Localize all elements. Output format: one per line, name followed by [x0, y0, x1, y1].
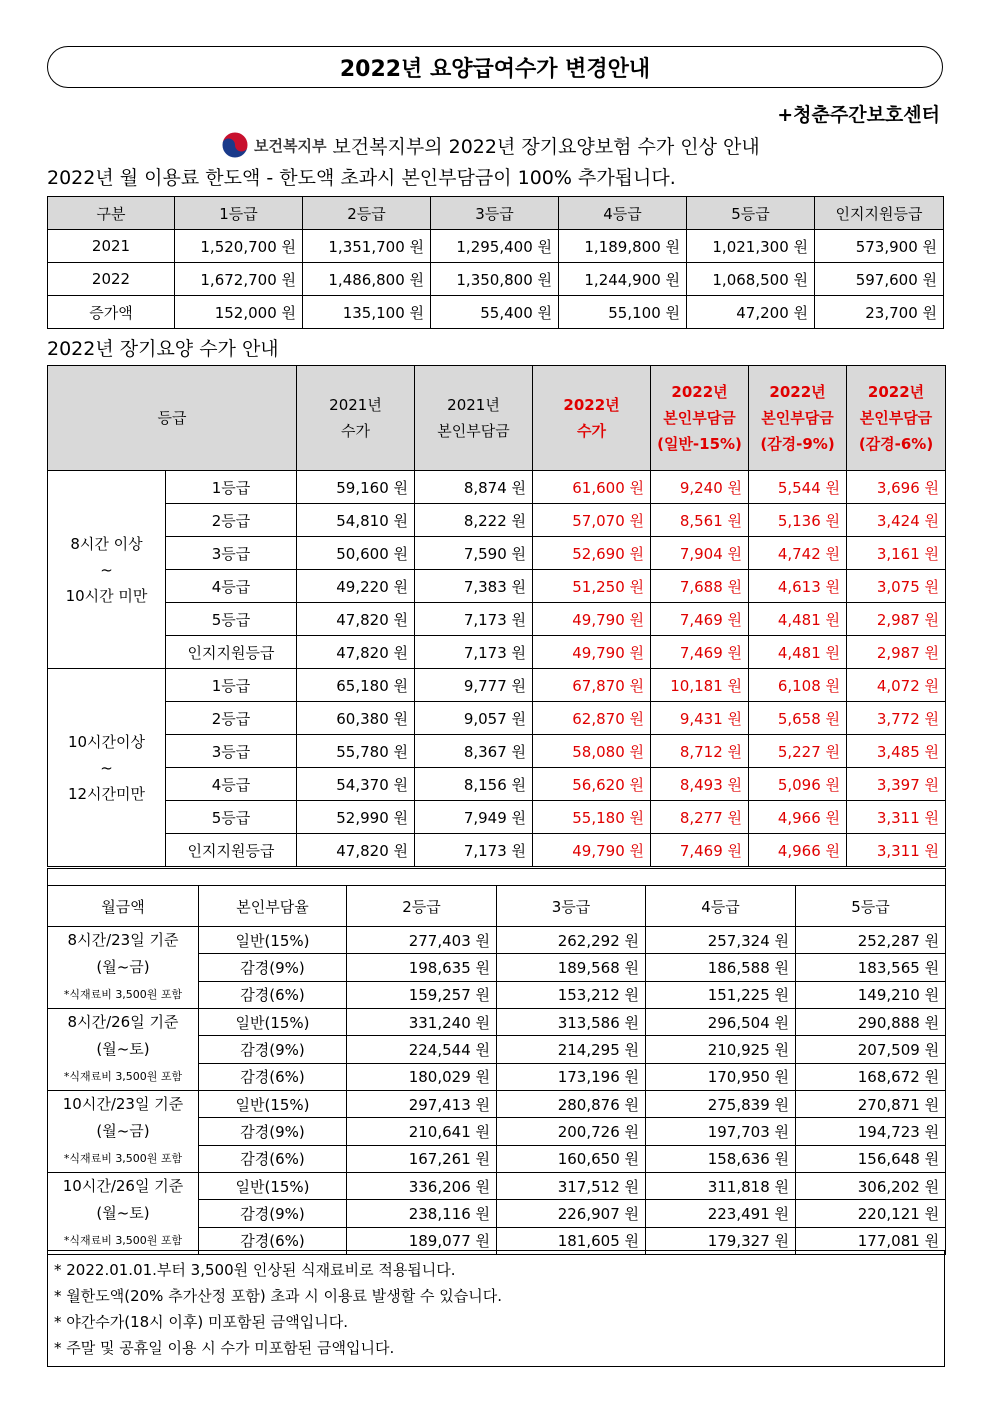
- monthly-value-cell: 180,029 원: [347, 1063, 497, 1090]
- fee-value-cell: 2,987 원: [847, 603, 946, 636]
- monthly-value-cell: 226,907 원: [497, 1200, 646, 1227]
- monthly-group-label-line: 8시간/23일 기준: [67, 931, 179, 949]
- fee-value-cell: 54,810 원: [297, 504, 415, 537]
- fee-value-cell: 57,070 원: [533, 504, 651, 537]
- fee-row: [48, 834, 946, 867]
- meal-cost-note: *식재료비 3,500원 포함: [63, 988, 183, 1001]
- fee-value-cell: 8,712 원: [651, 735, 749, 768]
- fee-grade-cell: 인지지원등급: [166, 636, 297, 669]
- limit-header-cell: 5등급: [687, 197, 815, 230]
- limit-cell: 1,520,700 원: [175, 230, 303, 263]
- fee-grade-cell: 3등급: [166, 537, 297, 570]
- copay-rate-cell: 감경(6%): [199, 1063, 347, 1090]
- fee-value-cell: 8,277 원: [651, 801, 749, 834]
- monthly-value-cell: 183,565 원: [796, 954, 946, 981]
- monthly-header-cell: 본인부담율: [199, 886, 347, 927]
- fee-header-h2022_general-line: 본인부담금: [663, 409, 736, 427]
- fee-value-cell: 3,485 원: [847, 735, 946, 768]
- fee-group-label-line: 10시간 미만: [65, 586, 148, 605]
- limit-header-cell: 구분: [48, 197, 175, 230]
- fee-row: [48, 801, 946, 834]
- monthly-value-cell: 167,261 원: [347, 1145, 497, 1172]
- fee-value-cell: 62,870 원: [533, 702, 651, 735]
- monthly-value-cell: 262,292 원: [497, 927, 646, 954]
- fee-value-cell: 4,966 원: [749, 834, 847, 867]
- fee-value-cell: 2,987 원: [847, 636, 946, 669]
- monthly-group-label-line: 8시간/26일 기준: [67, 1013, 179, 1031]
- fee-header-h2022_fee-line: 수가: [577, 422, 606, 440]
- copay-rate-cell: 감경(6%): [199, 1145, 347, 1172]
- limit-cell: 23,700 원: [815, 296, 944, 329]
- fee-header-h2022_reduced6-line: 본인부담금: [859, 409, 933, 427]
- fee-header-h2021_copay-line: 본인부담금: [437, 422, 510, 440]
- fee-grade-cell: 1등급: [166, 471, 297, 504]
- fee-group-label-line: 10시간이상: [67, 732, 146, 751]
- copay-rate-cell: 일반(15%): [199, 1009, 347, 1036]
- monthly-group-label-line: (월~금): [96, 1122, 150, 1140]
- fee-header-h2022_general-line: (일반-15%): [657, 435, 742, 453]
- limit-cell: 1,350,800 원: [431, 263, 559, 296]
- monthly-row: [48, 1009, 946, 1036]
- limit-header-row: [48, 197, 944, 230]
- monthly-header-cell: 월금액: [48, 886, 199, 927]
- fee-row: [48, 537, 946, 570]
- fee-header-h2022_fee-line: 2022년: [563, 396, 620, 414]
- fee-group-label: [48, 669, 166, 867]
- monthly-value-cell: 238,116 원: [347, 1200, 497, 1227]
- fee-header-h2022_reduced9-line: (감경-9%): [760, 435, 835, 453]
- meal-cost-note: *식재료비 3,500원 포함: [63, 1152, 183, 1165]
- fee-group-label-line: 8시간 이상: [70, 534, 143, 553]
- monthly-value-cell: 297,413 원: [347, 1091, 497, 1118]
- fee-grade-cell: 4등급: [166, 768, 297, 801]
- fee-value-cell: 47,820 원: [297, 636, 415, 669]
- monthly-group-label: [48, 1009, 199, 1091]
- spacer-cell: [48, 869, 946, 886]
- fee-header-h2022_reduced6-line: 2022년: [867, 383, 925, 401]
- fee-value-cell: 7,949 원: [415, 801, 533, 834]
- fee-value-cell: 54,370 원: [297, 768, 415, 801]
- fee-header-row: [48, 366, 946, 471]
- monthly-value-cell: 214,295 원: [497, 1036, 646, 1063]
- monthly-value-cell: 210,925 원: [646, 1036, 796, 1063]
- monthly-value-cell: 149,210 원: [796, 981, 946, 1008]
- limit-cell: 55,100 원: [559, 296, 687, 329]
- limit-cell: 1,021,300 원: [687, 230, 815, 263]
- fee-row: [48, 636, 946, 669]
- fee-value-cell: 7,688 원: [651, 570, 749, 603]
- copay-rate-cell: 일반(15%): [199, 1091, 347, 1118]
- monthly-value-cell: 158,636 원: [646, 1145, 796, 1172]
- limit-cell: 1,068,500 원: [687, 263, 815, 296]
- fee-header-h2021_fee: [297, 366, 415, 471]
- fee-value-cell: 8,493 원: [651, 768, 749, 801]
- fee-value-cell: 8,874 원: [415, 471, 533, 504]
- monthly-value-cell: 173,196 원: [497, 1063, 646, 1090]
- fee-header-h2021_fee-line: 2021년: [329, 396, 382, 414]
- monthly-header-cell: 4등급: [646, 886, 796, 927]
- fee-grade-cell: 2등급: [166, 504, 297, 537]
- note-item: * 주말 및 공휴일 이용 시 수가 미포함된 금액입니다.: [54, 1339, 395, 1357]
- monthly-value-cell: 270,871 원: [796, 1091, 946, 1118]
- monthly-value-cell: 275,839 원: [646, 1091, 796, 1118]
- monthly-spacer-row: [48, 869, 946, 886]
- limit-header-cell: 3등급: [431, 197, 559, 230]
- fee-value-cell: 4,481 원: [749, 603, 847, 636]
- fee-header-h2021_copay-line: 2021년: [447, 396, 500, 414]
- fee-row: [48, 702, 946, 735]
- fee-value-cell: 51,250 원: [533, 570, 651, 603]
- limit-cell: 135,100 원: [303, 296, 431, 329]
- limit-row: [48, 296, 944, 329]
- monthly-value-cell: 220,121 원: [796, 1200, 946, 1227]
- monthly-value-cell: 207,509 원: [796, 1036, 946, 1063]
- center-name: +청춘주간보호센터: [777, 104, 940, 126]
- fee-value-cell: 3,424 원: [847, 504, 946, 537]
- monthly-row: [48, 927, 946, 954]
- monthly-value-cell: 306,202 원: [796, 1173, 946, 1200]
- monthly-value-cell: 151,225 원: [646, 981, 796, 1008]
- page-title: 2022년 요양급여수가 변경안내: [47, 46, 943, 88]
- fee-row: [48, 504, 946, 537]
- monthly-fee-table: [47, 868, 946, 1255]
- fee-value-cell: 9,057 원: [415, 702, 533, 735]
- fee-value-cell: 7,383 원: [415, 570, 533, 603]
- limit-cell: 1,672,700 원: [175, 263, 303, 296]
- limit-header-cell: 1등급: [175, 197, 303, 230]
- monthly-value-cell: 194,723 원: [796, 1118, 946, 1145]
- limit-header-cell: 인지지원등급: [815, 197, 944, 230]
- fee-value-cell: 49,790 원: [533, 636, 651, 669]
- limit-cell: 597,600 원: [815, 263, 944, 296]
- fee-value-cell: 67,870 원: [533, 669, 651, 702]
- fee-group-label: [48, 471, 166, 669]
- monthly-value-cell: 179,327 원: [646, 1227, 796, 1254]
- limit-row: [48, 230, 944, 263]
- copay-rate-cell: 감경(6%): [199, 981, 347, 1008]
- fee-value-cell: 3,075 원: [847, 570, 946, 603]
- fee-value-cell: 8,367 원: [415, 735, 533, 768]
- fee-value-cell: 5,096 원: [749, 768, 847, 801]
- fee-header-h2022_reduced6-line: (감경-6%): [858, 435, 934, 453]
- fee-value-cell: 9,431 원: [651, 702, 749, 735]
- fee-value-cell: 9,240 원: [651, 471, 749, 504]
- monthly-value-cell: 336,206 원: [347, 1173, 497, 1200]
- limit-cell: 152,000 원: [175, 296, 303, 329]
- monthly-value-cell: 168,672 원: [796, 1063, 946, 1090]
- fee-grade-cell: 5등급: [166, 801, 297, 834]
- fee-value-cell: 7,469 원: [651, 603, 749, 636]
- fee-value-cell: 61,600 원: [533, 471, 651, 504]
- fee-grade-cell: 인지지원등급: [166, 834, 297, 867]
- monthly-value-cell: 311,818 원: [646, 1173, 796, 1200]
- monthly-group-label: [48, 927, 199, 1009]
- fee-value-cell: 47,820 원: [297, 603, 415, 636]
- monthly-value-cell: 189,568 원: [497, 954, 646, 981]
- fee-row: [48, 669, 946, 702]
- fee-value-cell: 47,820 원: [297, 834, 415, 867]
- limit-cell: 1,351,700 원: [303, 230, 431, 263]
- monthly-value-cell: 252,287 원: [796, 927, 946, 954]
- fee-row: [48, 471, 946, 504]
- fee-value-cell: 59,160 원: [297, 471, 415, 504]
- fee-value-cell: 49,790 원: [533, 603, 651, 636]
- copay-rate-cell: 일반(15%): [199, 927, 347, 954]
- limit-header-cell: 4등급: [559, 197, 687, 230]
- monthly-value-cell: 189,077 원: [347, 1227, 497, 1254]
- fee-row: [48, 735, 946, 768]
- monthly-header-cell: 5등급: [796, 886, 946, 927]
- fee-header-h2021_fee-line: 수가: [341, 422, 370, 440]
- mohw-subtitle: 보건복지부의 2022년 장기요양보험 수가 인상 안내: [332, 135, 760, 158]
- monthly-value-cell: 290,888 원: [796, 1009, 946, 1036]
- monthly-group-label-line: 10시간/26일 기준: [62, 1177, 184, 1195]
- monthly-value-cell: 296,504 원: [646, 1009, 796, 1036]
- monthly-value-cell: 223,491 원: [646, 1200, 796, 1227]
- note-item: * 2022.01.01.부터 3,500원 인상된 식재료비로 적용됩니다.: [54, 1261, 456, 1279]
- fee-header-h2021_copay: [415, 366, 533, 471]
- taegeuk-emblem-icon: [220, 130, 250, 160]
- fee-value-cell: 3,311 원: [847, 834, 946, 867]
- fee-value-cell: 55,780 원: [297, 735, 415, 768]
- fee-value-cell: 65,180 원: [297, 669, 415, 702]
- fee-value-cell: 3,696 원: [847, 471, 946, 504]
- fee-header-h2022_reduced6: [847, 366, 946, 471]
- monthly-header-cell: 3등급: [497, 886, 646, 927]
- section2-heading: 2022년 장기요양 수가 안내: [47, 338, 279, 360]
- monthly-value-cell: 331,240 원: [347, 1009, 497, 1036]
- fee-header-h2022_fee: [533, 366, 651, 471]
- fee-row: [48, 768, 946, 801]
- fee-value-cell: 7,173 원: [415, 636, 533, 669]
- fee-value-cell: 10,181 원: [651, 669, 749, 702]
- copay-rate-cell: 감경(6%): [199, 1227, 347, 1254]
- fee-header-h2022_general: [651, 366, 749, 471]
- fee-value-cell: 8,561 원: [651, 504, 749, 537]
- fee-value-cell: 56,620 원: [533, 768, 651, 801]
- monthly-group-label-line: (월~금): [96, 958, 150, 976]
- monthly-value-cell: 197,703 원: [646, 1118, 796, 1145]
- monthly-group-label-line: (월~토): [96, 1040, 150, 1058]
- monthly-value-cell: 200,726 원: [497, 1118, 646, 1145]
- fee-value-cell: 8,156 원: [415, 768, 533, 801]
- limit-cell: 47,200 원: [687, 296, 815, 329]
- fee-value-cell: 60,380 원: [297, 702, 415, 735]
- monthly-row: [48, 1091, 946, 1118]
- monthly-header-row: [48, 886, 946, 927]
- fee-value-cell: 55,180 원: [533, 801, 651, 834]
- fee-value-cell: 3,772 원: [847, 702, 946, 735]
- limit-row-label: 2021: [48, 230, 175, 263]
- monthly-group-label-line: 10시간/23일 기준: [62, 1095, 184, 1113]
- fee-value-cell: 4,072 원: [847, 669, 946, 702]
- monthly-value-cell: 159,257 원: [347, 981, 497, 1008]
- fee-value-cell: 9,777 원: [415, 669, 533, 702]
- fee-value-cell: 4,966 원: [749, 801, 847, 834]
- limit-cell: 1,295,400 원: [431, 230, 559, 263]
- fee-grade-cell: 5등급: [166, 603, 297, 636]
- fee-value-cell: 5,544 원: [749, 471, 847, 504]
- monthly-value-cell: 210,641 원: [347, 1118, 497, 1145]
- note-item: * 야간수가(18시 이후) 미포함된 금액입니다.: [54, 1313, 348, 1331]
- monthly-value-cell: 198,635 원: [347, 954, 497, 981]
- fee-grade-cell: 3등급: [166, 735, 297, 768]
- mohw-banner: [220, 128, 760, 162]
- fee-group-label-line: ~: [100, 758, 113, 777]
- section1-heading: 2022년 월 이용료 한도액 - 한도액 초과시 본인부담금이 100% 추가됩니다.: [47, 167, 676, 189]
- limit-row: [48, 263, 944, 296]
- fee-value-cell: 4,481 원: [749, 636, 847, 669]
- fee-row: [48, 603, 946, 636]
- monthly-value-cell: 153,212 원: [497, 981, 646, 1008]
- limit-row-label: 증가액: [48, 296, 175, 329]
- fee-header-h2022_reduced9-line: 본인부담금: [761, 409, 834, 427]
- fee-value-cell: 5,658 원: [749, 702, 847, 735]
- fee-header-h2022_reduced9-line: 2022년: [769, 383, 826, 401]
- fee-header-h2022_reduced9: [749, 366, 847, 471]
- monthly-value-cell: 277,403 원: [347, 927, 497, 954]
- fee-value-cell: 4,613 원: [749, 570, 847, 603]
- monthly-group-label-line: (월~토): [96, 1204, 150, 1222]
- fee-value-cell: 7,904 원: [651, 537, 749, 570]
- fee-header-h2022_general-line: 2022년: [671, 383, 728, 401]
- limit-cell: 1,189,800 원: [559, 230, 687, 263]
- fee-value-cell: 7,469 원: [651, 636, 749, 669]
- fee-header-grade: 등급: [48, 366, 297, 471]
- monthly-value-cell: 224,544 원: [347, 1036, 497, 1063]
- fee-value-cell: 50,600 원: [297, 537, 415, 570]
- copay-rate-cell: 감경(9%): [199, 1118, 347, 1145]
- monthly-value-cell: 177,081 원: [796, 1227, 946, 1254]
- monthly-value-cell: 280,876 원: [497, 1091, 646, 1118]
- mohw-logo: [220, 130, 326, 160]
- limit-row-label: 2022: [48, 263, 175, 296]
- limit-cell: 55,400 원: [431, 296, 559, 329]
- fee-value-cell: 52,990 원: [297, 801, 415, 834]
- monthly-value-cell: 313,586 원: [497, 1009, 646, 1036]
- fee-value-cell: 3,311 원: [847, 801, 946, 834]
- copay-rate-cell: 일반(15%): [199, 1173, 347, 1200]
- fee-value-cell: 52,690 원: [533, 537, 651, 570]
- monthly-value-cell: 181,605 원: [497, 1227, 646, 1254]
- fee-grade-cell: 4등급: [166, 570, 297, 603]
- fee-row: [48, 570, 946, 603]
- copay-rate-cell: 감경(9%): [199, 1200, 347, 1227]
- note-item: * 월한도액(20% 추가산정 포함) 초과 시 이용료 발생할 수 있습니다.: [54, 1287, 502, 1305]
- notes-box: [47, 1250, 945, 1367]
- fee-value-cell: 5,136 원: [749, 504, 847, 537]
- fee-table: [47, 365, 946, 867]
- copay-rate-cell: 감경(9%): [199, 954, 347, 981]
- fee-value-cell: 7,469 원: [651, 834, 749, 867]
- monthly-value-cell: 317,512 원: [497, 1173, 646, 1200]
- fee-group-label-line: ~: [100, 560, 113, 579]
- limit-table: [47, 196, 944, 329]
- mohw-logo-text: 보건복지부: [254, 136, 327, 155]
- monthly-value-cell: 160,650 원: [497, 1145, 646, 1172]
- fee-grade-cell: 2등급: [166, 702, 297, 735]
- fee-value-cell: 6,108 원: [749, 669, 847, 702]
- monthly-value-cell: 186,588 원: [646, 954, 796, 981]
- fee-value-cell: 3,397 원: [847, 768, 946, 801]
- monthly-header-cell: 2등급: [347, 886, 497, 927]
- limit-cell: 1,486,800 원: [303, 263, 431, 296]
- limit-cell: 573,900 원: [815, 230, 944, 263]
- fee-value-cell: 4,742 원: [749, 537, 847, 570]
- monthly-group-label: [48, 1173, 199, 1255]
- fee-value-cell: 7,173 원: [415, 603, 533, 636]
- monthly-value-cell: 156,648 원: [796, 1145, 946, 1172]
- fee-value-cell: 7,590 원: [415, 537, 533, 570]
- fee-value-cell: 49,220 원: [297, 570, 415, 603]
- fee-value-cell: 3,161 원: [847, 537, 946, 570]
- fee-group-label-line: 12시간미만: [67, 784, 146, 803]
- fee-value-cell: 5,227 원: [749, 735, 847, 768]
- copay-rate-cell: 감경(9%): [199, 1036, 347, 1063]
- monthly-row: [48, 1173, 946, 1200]
- fee-value-cell: 8,222 원: [415, 504, 533, 537]
- fee-value-cell: 49,790 원: [533, 834, 651, 867]
- fee-value-cell: 7,173 원: [415, 834, 533, 867]
- meal-cost-note: *식재료비 3,500원 포함: [63, 1234, 183, 1247]
- fee-grade-cell: 1등급: [166, 669, 297, 702]
- monthly-group-label: [48, 1091, 199, 1173]
- limit-header-cell: 2등급: [303, 197, 431, 230]
- fee-value-cell: 58,080 원: [533, 735, 651, 768]
- monthly-value-cell: 170,950 원: [646, 1063, 796, 1090]
- limit-cell: 1,244,900 원: [559, 263, 687, 296]
- monthly-value-cell: 257,324 원: [646, 927, 796, 954]
- meal-cost-note: *식재료비 3,500원 포함: [63, 1070, 183, 1083]
